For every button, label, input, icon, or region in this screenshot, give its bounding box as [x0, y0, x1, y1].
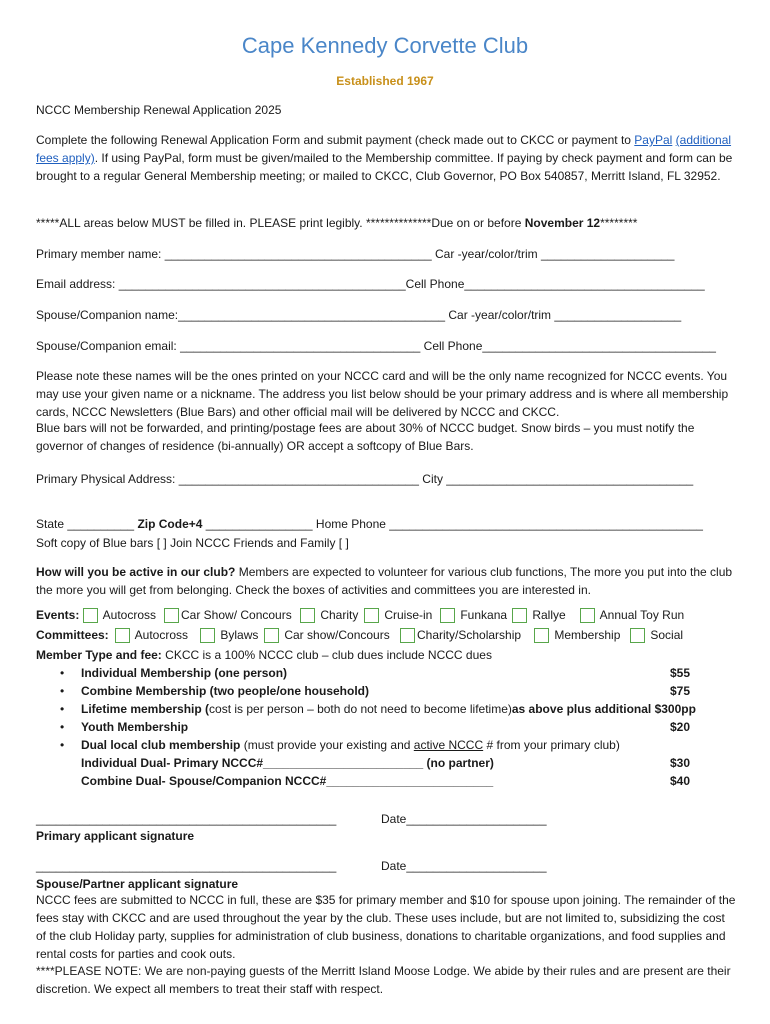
zip-label: Zip Code+4: [137, 517, 203, 531]
primary-signature-line[interactable]: _____________________________________________: [36, 812, 337, 826]
address-field[interactable]: Primary Physical Address: ____________________________________ City _____________________________________: [36, 472, 694, 486]
home-phone-field[interactable]: ________________ Home Phone _______________________________________________: [202, 517, 703, 531]
events-label: Events:: [36, 608, 80, 622]
established-text: Established 1967: [336, 74, 434, 88]
paypal-link[interactable]: PayPal: [634, 133, 673, 147]
youth-fee: $20: [670, 720, 691, 734]
bullet-icon: •: [60, 666, 65, 680]
event-car-show[interactable]: Car Show/ Concours: [162, 608, 292, 623]
email-field[interactable]: Email address: ___________________________________________Cell Phone____________________________________: [36, 277, 705, 291]
due-notice: [36, 216, 637, 231]
event-charity[interactable]: Charity: [298, 608, 358, 623]
committee-car-show[interactable]: Car show/Concours: [262, 628, 390, 643]
due-date: November 12: [524, 216, 601, 230]
active-text: Members are expected to volunteer for various club functions, The more you put into the club the more you will get from belonging. Check the boxes of activities and committees you are interested in.: [36, 565, 733, 597]
lifetime-membership: Lifetime membership (cost is per person – both do not need to become lifetime)as above plus additional $300pp: [81, 702, 696, 716]
intro-text-a: Complete the following Renewal Application Form and submit payment (check made out to CKCC or payment to: [36, 133, 635, 147]
member-type-label: Member Type and fee:: [36, 648, 162, 662]
event-funkana[interactable]: Funkana: [438, 608, 507, 623]
dual-membership: Dual local club membership (must provide your existing and active NCCC # from your primary club): [81, 738, 620, 752]
spouse-signature-label: Spouse/Partner applicant signature: [36, 877, 239, 891]
member-type-line: [36, 648, 492, 663]
dual-spouse-field[interactable]: Combine Dual- Spouse/Companion NCCC#_________________________: [81, 774, 494, 788]
committee-autocross[interactable]: Autocross: [113, 628, 188, 643]
intro-text-c: . If using PayPal, form must be given/mailed to the Membership committee. If paying by check payment and form can be brought to a regular General Membership meeting; or mailed to CKCC, Club Governor, PO Box 540857, Merritt Island, FL 32952.: [36, 151, 733, 183]
combine-membership: Combine Membership (two people/one household): [81, 684, 370, 698]
bullet-icon: •: [60, 738, 65, 752]
youth-membership: Youth Membership: [81, 720, 189, 734]
primary-date-field[interactable]: Date_____________________: [381, 812, 547, 826]
checkbox[interactable]: [512, 608, 527, 623]
active-question: How will you be active in our club?: [36, 565, 236, 579]
checkbox[interactable]: [264, 628, 279, 643]
checkbox[interactable]: [115, 628, 130, 643]
dual-spouse-fee: $40: [670, 774, 691, 788]
active-paragraph: [36, 563, 736, 599]
combine-fee: $75: [670, 684, 691, 698]
spouse-signature-line[interactable]: _____________________________________________: [36, 859, 337, 873]
member-type-text: CKCC is a 100% NCCC club – club dues include NCCC dues: [161, 648, 492, 662]
softcopy-options[interactable]: Soft copy of Blue bars [ ] Join NCCC Friends and Family [ ]: [36, 536, 349, 550]
moose-lodge-note: ****PLEASE NOTE: We are non-paying guests of the Merritt Island Moose Lodge. We abide by their rules and are present are their discretion. We expect all members to treat their staff with respect.: [36, 964, 731, 996]
spouse-email-field[interactable]: Spouse/Companion email: ____________________________________ Cell Phone___________________________________: [36, 339, 716, 353]
checkbox[interactable]: [440, 608, 455, 623]
event-toy-run[interactable]: Annual Toy Run: [578, 608, 684, 623]
bullet-icon: •: [60, 684, 65, 698]
application-title: NCCC Membership Renewal Application 2025: [36, 103, 282, 117]
state-zip-phone-field[interactable]: [36, 517, 703, 532]
checkbox[interactable]: [200, 628, 215, 643]
committee-social[interactable]: Social: [628, 628, 683, 643]
checkbox[interactable]: [300, 608, 315, 623]
committee-charity[interactable]: Charity/Scholarship: [398, 628, 521, 643]
notice-text: *****ALL areas below MUST be filled in. PLEASE print legibly. **************Due on or before: [36, 216, 525, 230]
names-note: Please note these names will be the ones printed on your NCCC card and will be the only name recognized for NCCC events. You may use your given name or a nickname. The address you list below should be your primary address and is where all membership cards, NCCC Newsletters (Blue Bars) and other official mail will be delivered by NCCC and CKCC.: [36, 369, 729, 419]
event-rallye[interactable]: Rallye: [510, 608, 566, 623]
event-cruise-in[interactable]: Cruise-in: [362, 608, 432, 623]
bluebars-note: Blue bars will not be forwarded, and printing/postage fees are about 30% of NCCC budget. Snow birds – you must notify the governor of changes of residence (bi-annually) OR accept a softcopy of Blue Bars.: [36, 421, 695, 453]
additional-fees-link[interactable]: (additional fees apply): [36, 133, 732, 165]
checkbox[interactable]: [400, 628, 415, 643]
committee-membership[interactable]: Membership: [532, 628, 620, 643]
checkbox[interactable]: [164, 608, 179, 623]
checkbox[interactable]: [630, 628, 645, 643]
checkbox[interactable]: [580, 608, 595, 623]
checkbox[interactable]: [83, 608, 98, 623]
individual-fee: $55: [670, 666, 691, 680]
dual-primary-fee: $30: [670, 756, 691, 770]
primary-name-field[interactable]: Primary member name: ________________________________________ Car -year/color/trim ____________________: [36, 247, 675, 261]
primary-signature-label: Primary applicant signature: [36, 829, 195, 843]
dual-primary-field[interactable]: Individual Dual- Primary NCCC#________________________ (no partner): [81, 756, 494, 770]
state-field[interactable]: State __________: [36, 517, 138, 531]
spouse-name-field[interactable]: Spouse/Companion name:________________________________________ Car -year/color/trim ___________________: [36, 308, 682, 322]
intro-paragraph: [36, 131, 736, 185]
event-autocross[interactable]: Autocross: [81, 608, 156, 623]
checkbox[interactable]: [364, 608, 379, 623]
committee-bylaws[interactable]: Bylaws: [198, 628, 258, 643]
checkbox[interactable]: [534, 628, 549, 643]
bullet-icon: •: [60, 702, 65, 716]
individual-membership: Individual Membership (one person): [81, 666, 288, 680]
spouse-date-field[interactable]: Date_____________________: [381, 859, 547, 873]
bullet-icon: •: [60, 720, 65, 734]
notice-stars: ********: [600, 216, 638, 230]
committees-label: Committees:: [36, 628, 109, 642]
club-title: Cape Kennedy Corvette Club: [241, 33, 529, 58]
fees-paragraph: NCCC fees are submitted to NCCC in full, these are $35 for primary member and $10 for spouse upon joining. The remainder of the fees stay with CKCC and are used throughout the year by the club. These uses include, but are not limited to, subsidizing the cost of the club Holiday party, supplies for administration of club business, donations to charitable organizations, and food supplies and rental costs for parties and cook outs.: [36, 893, 736, 961]
